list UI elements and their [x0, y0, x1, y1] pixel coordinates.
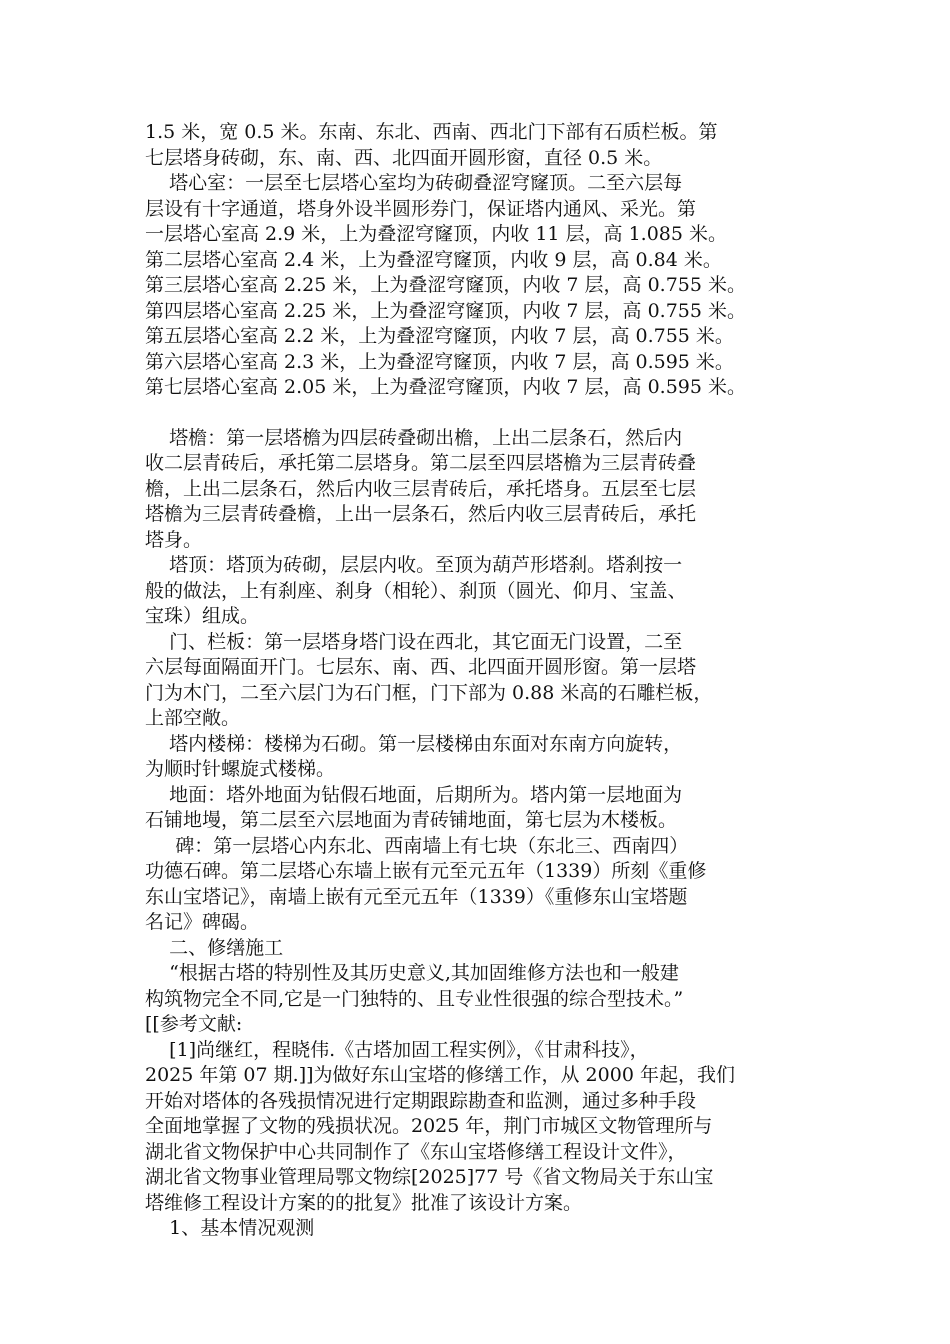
text-line: 一层塔心室高 2.9 米，上为叠涩穹窿顶，内收 11 层，高 1.085 米。 [145, 223, 728, 245]
subsection-heading: 1、基本情况观测 [145, 1217, 315, 1239]
text-line: “根据古塔的特别性及其历史意义,其加固维修方法也和一般建 [145, 962, 679, 984]
text-line: 门、栏板：第一层塔身塔门设在西北，其它面无门设置，二至 [145, 630, 683, 653]
text-line: 塔檐为三层青砖叠檐，上出一层条石，然后内收三层青砖后，承托 [145, 503, 697, 525]
text-line: 塔檐：第一层塔檐为四层砖叠砌出檐，上出二层条石，然后内 [145, 426, 683, 449]
text-line: [[参考文献: [145, 1013, 243, 1035]
text-line: 2025 年第 07 期.]]为做好东山宝塔的修缮工作，从 2000 年起，我们 [145, 1064, 735, 1086]
text-line: 碑：第一层塔心内东北、西南墙上有七块（东北三、西南四） [145, 834, 689, 857]
text-line: 塔内楼梯：楼梯为石砌。第一层楼梯由东面对东南方向旋转， [145, 732, 683, 755]
text-line: 湖北省文物保护中心共同制作了《东山宝塔修缮工程设计文件》， [145, 1140, 687, 1163]
text-line: 门为木门，二至六层门为石门框，门下部为 0.88 米高的石雕栏板， [145, 681, 713, 704]
text-line: 地面：塔外地面为钻假石地面，后期所为。塔内第一层地面为 [145, 783, 683, 806]
text-line: 石铺地墁，第二层至六层地面为青砖铺地面，第七层为木楼板。 [145, 809, 678, 831]
text-line: 功德石碑。第二层塔心东墙上嵌有元至元五年（1339）所刻《重修 [145, 860, 707, 882]
text-line: 第二层塔心室高 2.4 米，上为叠涩穹窿顶，内收 9 层，高 0.84 米。 [145, 248, 722, 271]
text-line: 为顺时针螺旋式楼梯。 [145, 758, 336, 780]
text-line: 第三层塔心室高 2.25 米，上为叠涩穹窿顶，内收 7 层，高 0.755 米。 [145, 274, 747, 296]
text-line: 塔顶：塔顶为砖砌，层层内收。至顶为葫芦形塔刹。塔刹按一 [145, 554, 683, 576]
text-line: 塔心室：一层至七层塔心室均为砖砌叠涩穹窿顶。二至六层每 [145, 172, 683, 194]
text-line: 檐，上出二层条石，然后内收三层青砖后，承托塔身。五层至七层 [145, 477, 697, 500]
text-line: 六层每面隔面开门。七层东、南、西、北四面开圆形窗。第一层塔 [145, 656, 697, 678]
text-line: 第四层塔心室高 2.25 米，上为叠涩穹窿顶，内收 7 层，高 0.755 米。 [145, 299, 747, 322]
text-line: 层设有十字通道，塔身外设半圆形券门，保证塔内通风、采光。第 [145, 197, 697, 220]
text-line: [1]尚继红，程晓伟.《古塔加固工程实例》，《甘肃科技》， [145, 1038, 649, 1061]
text-line: 第五层塔心室高 2.2 米，上为叠涩穹窿顶，内收 7 层，高 0.755 米。 [145, 325, 734, 347]
text-line: 收二层青砖后，承托第二层塔身。第二层至四层塔檐为三层青砖叠 [145, 452, 697, 474]
text-line: 湖北省文物事业管理局鄂文物综[2025]77 号《省文物局关于东山宝 [145, 1166, 714, 1188]
text-line: 上部空敞。 [145, 707, 241, 729]
text-line: 般的做法，上有刹座、刹身（相轮）、刹顶（圆光、仰月、宝盖、 [145, 579, 687, 602]
text-line: 名记》碑碣。 [145, 911, 260, 933]
text-line: 第七层塔心室高 2.05 米，上为叠涩穹窿顶，内收 7 层，高 0.595 米。 [145, 376, 747, 398]
section-heading: 二、修缮施工 [145, 936, 284, 959]
document-body [145, 120, 815, 1242]
text-line: 开始对塔体的各残损情况进行定期跟踪勘查和监测，通过多种手段 [145, 1089, 697, 1112]
text-line: 第六层塔心室高 2.3 米，上为叠涩穹窿顶，内收 7 层，高 0.595 米。 [145, 350, 734, 373]
text-line: 宝珠）组成。 [145, 605, 260, 627]
text-line: 构筑物完全不同,它是一门独特的、且专业性很强的综合型技术。” [145, 987, 684, 1010]
text-line: 七层塔身砖砌，东、南、西、北四面开圆形窗，直径 0.5 米。 [145, 146, 663, 169]
text-line: 塔身。 [145, 528, 203, 551]
text-line: 塔维修工程设计方案的的批复》批准了该设计方案。 [145, 1191, 583, 1214]
text-line: 1.5 米，宽 0.5 米。东南、东北、西南、西北门下部有石质栏板。第 [145, 121, 718, 143]
text-line: 东山宝塔记》，南墙上嵌有元至元五年（1339）《重修东山宝塔题 [145, 885, 688, 908]
text-line: 全面地掌握了文物的残损状况。2025 年，荆门市城区文物管理所与 [145, 1115, 713, 1137]
paragraph-gap [145, 401, 815, 426]
